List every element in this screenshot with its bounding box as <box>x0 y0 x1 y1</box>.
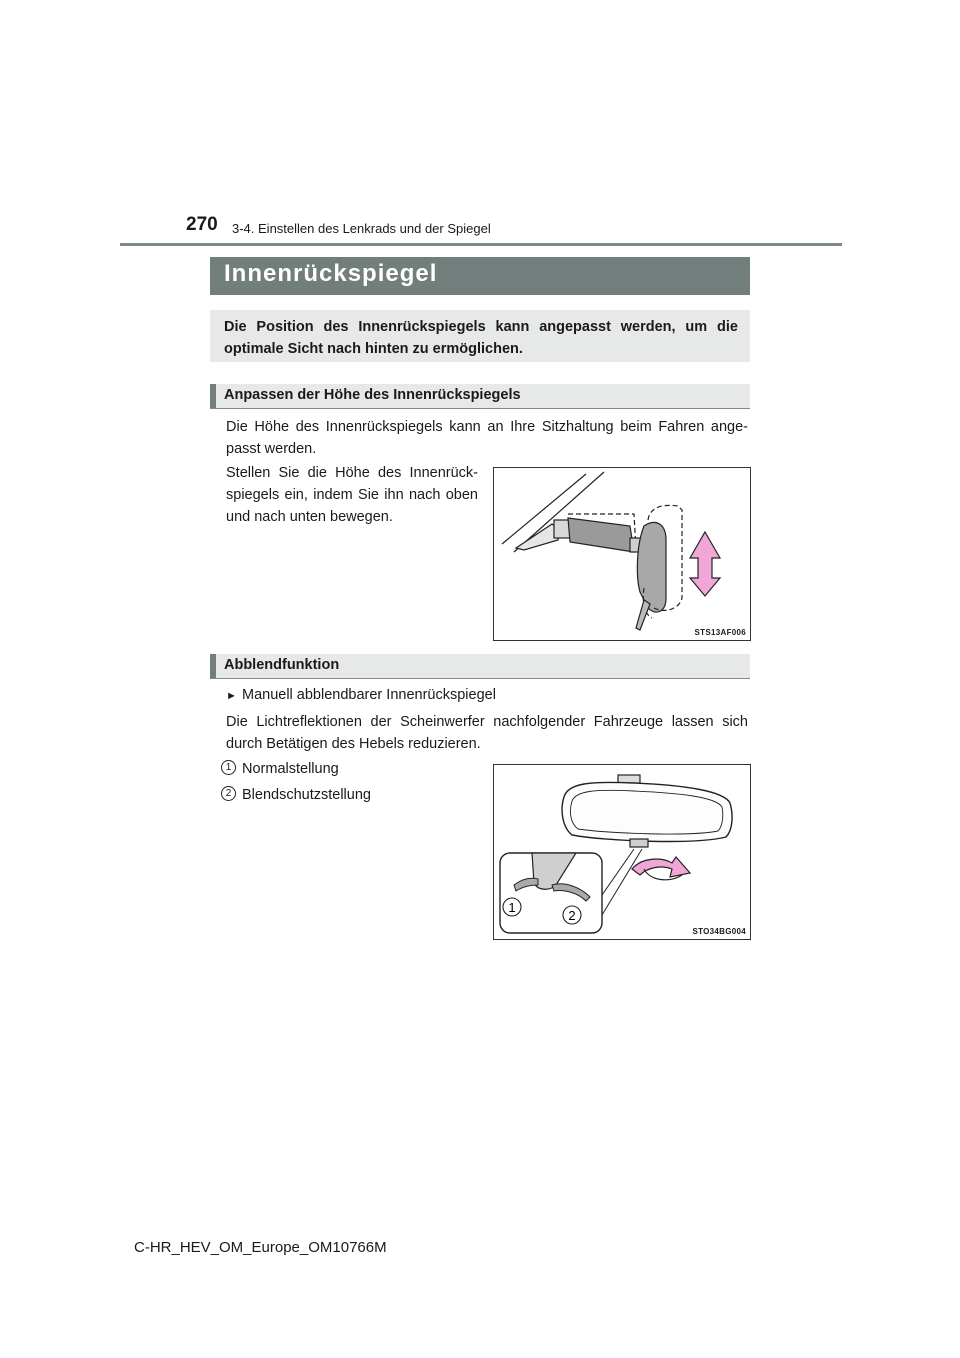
intro-box <box>210 310 750 362</box>
header-rule <box>120 243 842 246</box>
section-heading-height-label: Anpassen der Höhe des Innenrückspiegels <box>224 387 521 403</box>
anti-glare-position-label: Blendschutzstellung <box>242 787 371 803</box>
mirror-height-illustration <box>494 468 750 640</box>
callout-1-badge: 1 <box>221 760 236 775</box>
figure-code: STO34BG004 <box>692 927 746 936</box>
section-heading-height <box>210 384 750 409</box>
figure-mirror-dimming <box>493 764 751 940</box>
chapter-title: 3-4. Einstellen des Lenkrads und der Spiegel <box>232 221 491 236</box>
section-heading-dimming-label: Abblendfunktion <box>224 657 340 673</box>
manual-mirror-bullet: Manuell abblendbarer Innenrückspiegel <box>242 687 496 703</box>
page-number: 270 <box>186 214 218 235</box>
figure-mirror-height <box>493 467 751 641</box>
mirror-dimming-illustration <box>494 765 750 939</box>
bullet-marker-icon: ► <box>226 690 237 702</box>
height-paragraph: Die Höhe des Innenrückspiegels kann an Ihre Sitzhaltung beim Fahren ange-passt werden. <box>226 419 748 457</box>
figure-code: STS13AF006 <box>694 628 746 637</box>
normal-position-label: Normalstellung <box>242 761 339 777</box>
inset-callout-1: 1 <box>508 900 516 915</box>
inset-callout-2: 2 <box>568 908 576 923</box>
page-title-bar <box>210 257 750 295</box>
dimming-paragraph: Die Lichtreflektionen der Scheinwerfer nachfolgender Fahrzeuge lassen sich durch Betätigen des Hebels reduzieren. <box>226 714 748 752</box>
document-footer: C-HR_HEV_OM_Europe_OM10766M <box>134 1239 387 1256</box>
page-title: Innenrückspiegel <box>224 260 438 287</box>
intro-text: Die Position des Innenrückspiegels kann angepasst werden, um die optimale Sicht nach hinten zu ermöglichen. <box>224 319 738 357</box>
adjust-paragraph: Stellen Sie die Höhe des Innenrück-spiegels ein, indem Sie ihn nach oben und nach unten bewegen. <box>226 465 478 525</box>
section-heading-dimming <box>210 654 750 679</box>
callout-2-badge: 2 <box>221 786 236 801</box>
